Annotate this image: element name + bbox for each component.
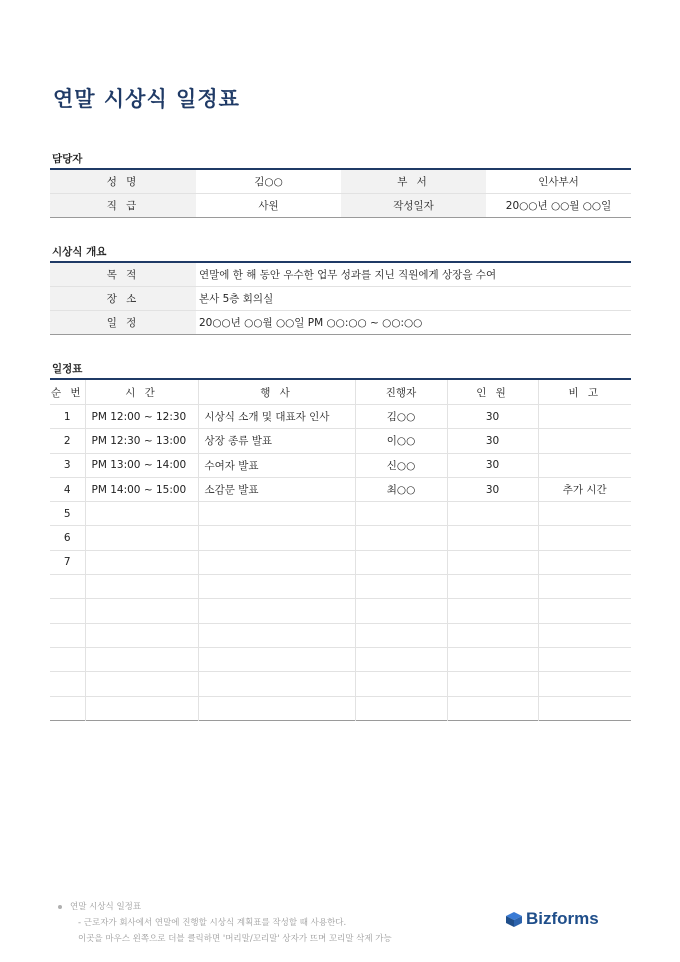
table-row <box>50 575 631 599</box>
cell-note <box>538 599 631 623</box>
cell-time <box>85 502 198 526</box>
date-value: 20○○년 ○○월 ○○일 <box>486 194 631 218</box>
cell-people: 30 <box>447 477 538 501</box>
cell-note <box>538 453 631 477</box>
col-time-header: 시 간 <box>85 379 198 405</box>
cell-host <box>355 502 447 526</box>
manager-row <box>50 169 631 194</box>
department-value: 인사부서 <box>538 176 579 188</box>
cell-time: PM 13:00 ~ 14:00 <box>85 453 198 477</box>
table-row <box>50 477 631 501</box>
place-label: 장 소 <box>50 287 196 311</box>
cell-no <box>50 623 85 647</box>
cell-time <box>85 526 198 550</box>
col-host-header: 진행자 <box>355 379 447 405</box>
cell-people <box>447 502 538 526</box>
table-row <box>50 405 631 429</box>
cell-note: 추가 시간 <box>538 477 631 501</box>
cell-time <box>85 550 198 574</box>
cell-time: PM 14:00 ~ 15:00 <box>85 477 198 501</box>
cell-people <box>447 550 538 574</box>
cell-event: 수여자 발표 <box>198 453 355 477</box>
table-row <box>50 623 631 647</box>
cell-host <box>355 623 447 647</box>
cell-event <box>198 575 355 599</box>
footer-hint[interactable]: 이곳을 마우스 왼쪽으로 더블 클릭하면 '머리말/꼬리말' 상자가 뜨며 꼬리말 삭제 가능 <box>78 934 392 944</box>
cell-event: 소감문 발표 <box>198 477 355 501</box>
schedule-section-label: 일정표 <box>52 363 83 375</box>
manager-table <box>50 168 631 218</box>
cell-note <box>538 526 631 550</box>
logo-text: Bizforms <box>526 909 599 928</box>
table-row <box>50 672 631 696</box>
cell-event <box>198 696 355 720</box>
cell-host <box>355 696 447 720</box>
cell-event <box>198 647 355 671</box>
name-value: 김○○ <box>254 176 283 188</box>
overview-row <box>50 287 631 311</box>
cell-people <box>447 696 538 720</box>
cell-time <box>85 623 198 647</box>
cell-note <box>538 647 631 671</box>
cell-no <box>50 696 85 720</box>
purpose-value: 연말에 한 해 동안 우수한 업무 성과를 지닌 직원에게 상장을 수여 <box>199 269 497 281</box>
table-row <box>50 502 631 526</box>
place-value: 본사 5층 회의실 <box>196 287 631 311</box>
footer-description: - 근로자가 회사에서 연말에 진행할 시상식 계획표를 작성할 때 사용한다. <box>78 918 347 928</box>
cell-host: 이○○ <box>355 429 447 453</box>
cell-host <box>355 599 447 623</box>
manager-section-label: 담당자 <box>52 153 83 165</box>
cell-no: 2 <box>50 429 85 453</box>
table-row <box>50 599 631 623</box>
cell-event: 상장 종류 발표 <box>198 429 355 453</box>
overview-section-label: 시상식 개요 <box>52 246 107 258</box>
table-row <box>50 550 631 574</box>
cell-time: PM 12:00 ~ 12:30 <box>85 405 198 429</box>
cell-event <box>198 672 355 696</box>
cell-note <box>538 575 631 599</box>
cell-host <box>355 575 447 599</box>
cell-time <box>85 599 198 623</box>
bizforms-logo <box>505 909 599 929</box>
date-label: 작성일자 <box>341 194 486 218</box>
cell-no <box>50 672 85 696</box>
department-label: 부 서 <box>341 169 486 194</box>
cell-time <box>85 575 198 599</box>
cell-people: 30 <box>447 405 538 429</box>
cell-people <box>447 672 538 696</box>
cell-people <box>447 526 538 550</box>
cell-no <box>50 599 85 623</box>
purpose-label: 목 적 <box>50 262 196 287</box>
cell-people <box>447 647 538 671</box>
cell-host <box>355 550 447 574</box>
table-row <box>50 526 631 550</box>
cell-time <box>85 647 198 671</box>
cell-event <box>198 599 355 623</box>
col-event-header: 행 사 <box>198 379 355 405</box>
cell-no: 1 <box>63 410 71 423</box>
footer-title: 연말 시상식 일정표 <box>70 902 142 912</box>
cell-people: 30 <box>447 453 538 477</box>
page-title: 연말 시상식 일정표 <box>53 87 240 111</box>
table-row <box>50 429 631 453</box>
cell-event <box>198 623 355 647</box>
table-row <box>50 696 631 720</box>
col-note-header: 비 고 <box>538 379 631 405</box>
cell-time <box>85 672 198 696</box>
cell-note <box>538 623 631 647</box>
cell-event: 시상식 소개 및 대표자 인사 <box>198 405 355 429</box>
schedule-header-row <box>50 379 631 405</box>
cell-host <box>355 526 447 550</box>
table-row <box>50 453 631 477</box>
schedule-value: 20○○년 ○○월 ○○일 PM ○○:○○ ~ ○○:○○ <box>196 311 631 335</box>
cell-people <box>447 623 538 647</box>
cell-host: 최○○ <box>355 477 447 501</box>
cell-no: 3 <box>50 453 85 477</box>
name-label: 성 명 <box>50 169 196 194</box>
cell-host: 김○○ <box>355 405 447 429</box>
cell-host <box>355 672 447 696</box>
position-label: 직 급 <box>50 194 196 218</box>
schedule-table <box>50 378 631 721</box>
cell-note <box>538 550 631 574</box>
cell-note <box>538 672 631 696</box>
col-people-header: 인 원 <box>447 379 538 405</box>
cell-note <box>538 429 631 453</box>
cell-event <box>198 526 355 550</box>
overview-row <box>50 311 631 335</box>
cell-no: 7 <box>50 550 85 574</box>
cell-event <box>198 550 355 574</box>
building-icon <box>505 910 523 928</box>
cell-event <box>198 502 355 526</box>
footer-notes <box>58 899 392 947</box>
manager-row <box>50 194 631 218</box>
cell-people <box>447 575 538 599</box>
cell-people <box>447 599 538 623</box>
cell-no: 5 <box>50 502 85 526</box>
col-no-header: 순 번 <box>50 379 85 405</box>
cell-people: 30 <box>447 429 538 453</box>
cell-note <box>538 696 631 720</box>
schedule-label: 일 정 <box>50 311 196 335</box>
cell-no <box>50 575 85 599</box>
cell-host: 신○○ <box>355 453 447 477</box>
cell-time <box>85 696 198 720</box>
cell-no <box>50 647 85 671</box>
cell-no: 6 <box>50 526 85 550</box>
overview-table <box>50 261 631 335</box>
table-row <box>50 647 631 671</box>
cell-no: 4 <box>50 477 85 501</box>
bullet-icon <box>58 905 62 909</box>
cell-time: PM 12:30 ~ 13:00 <box>85 429 198 453</box>
overview-row <box>50 262 631 287</box>
cell-host <box>355 647 447 671</box>
position-value: 사원 <box>196 194 341 218</box>
cell-note <box>538 502 631 526</box>
cell-note <box>538 405 631 429</box>
